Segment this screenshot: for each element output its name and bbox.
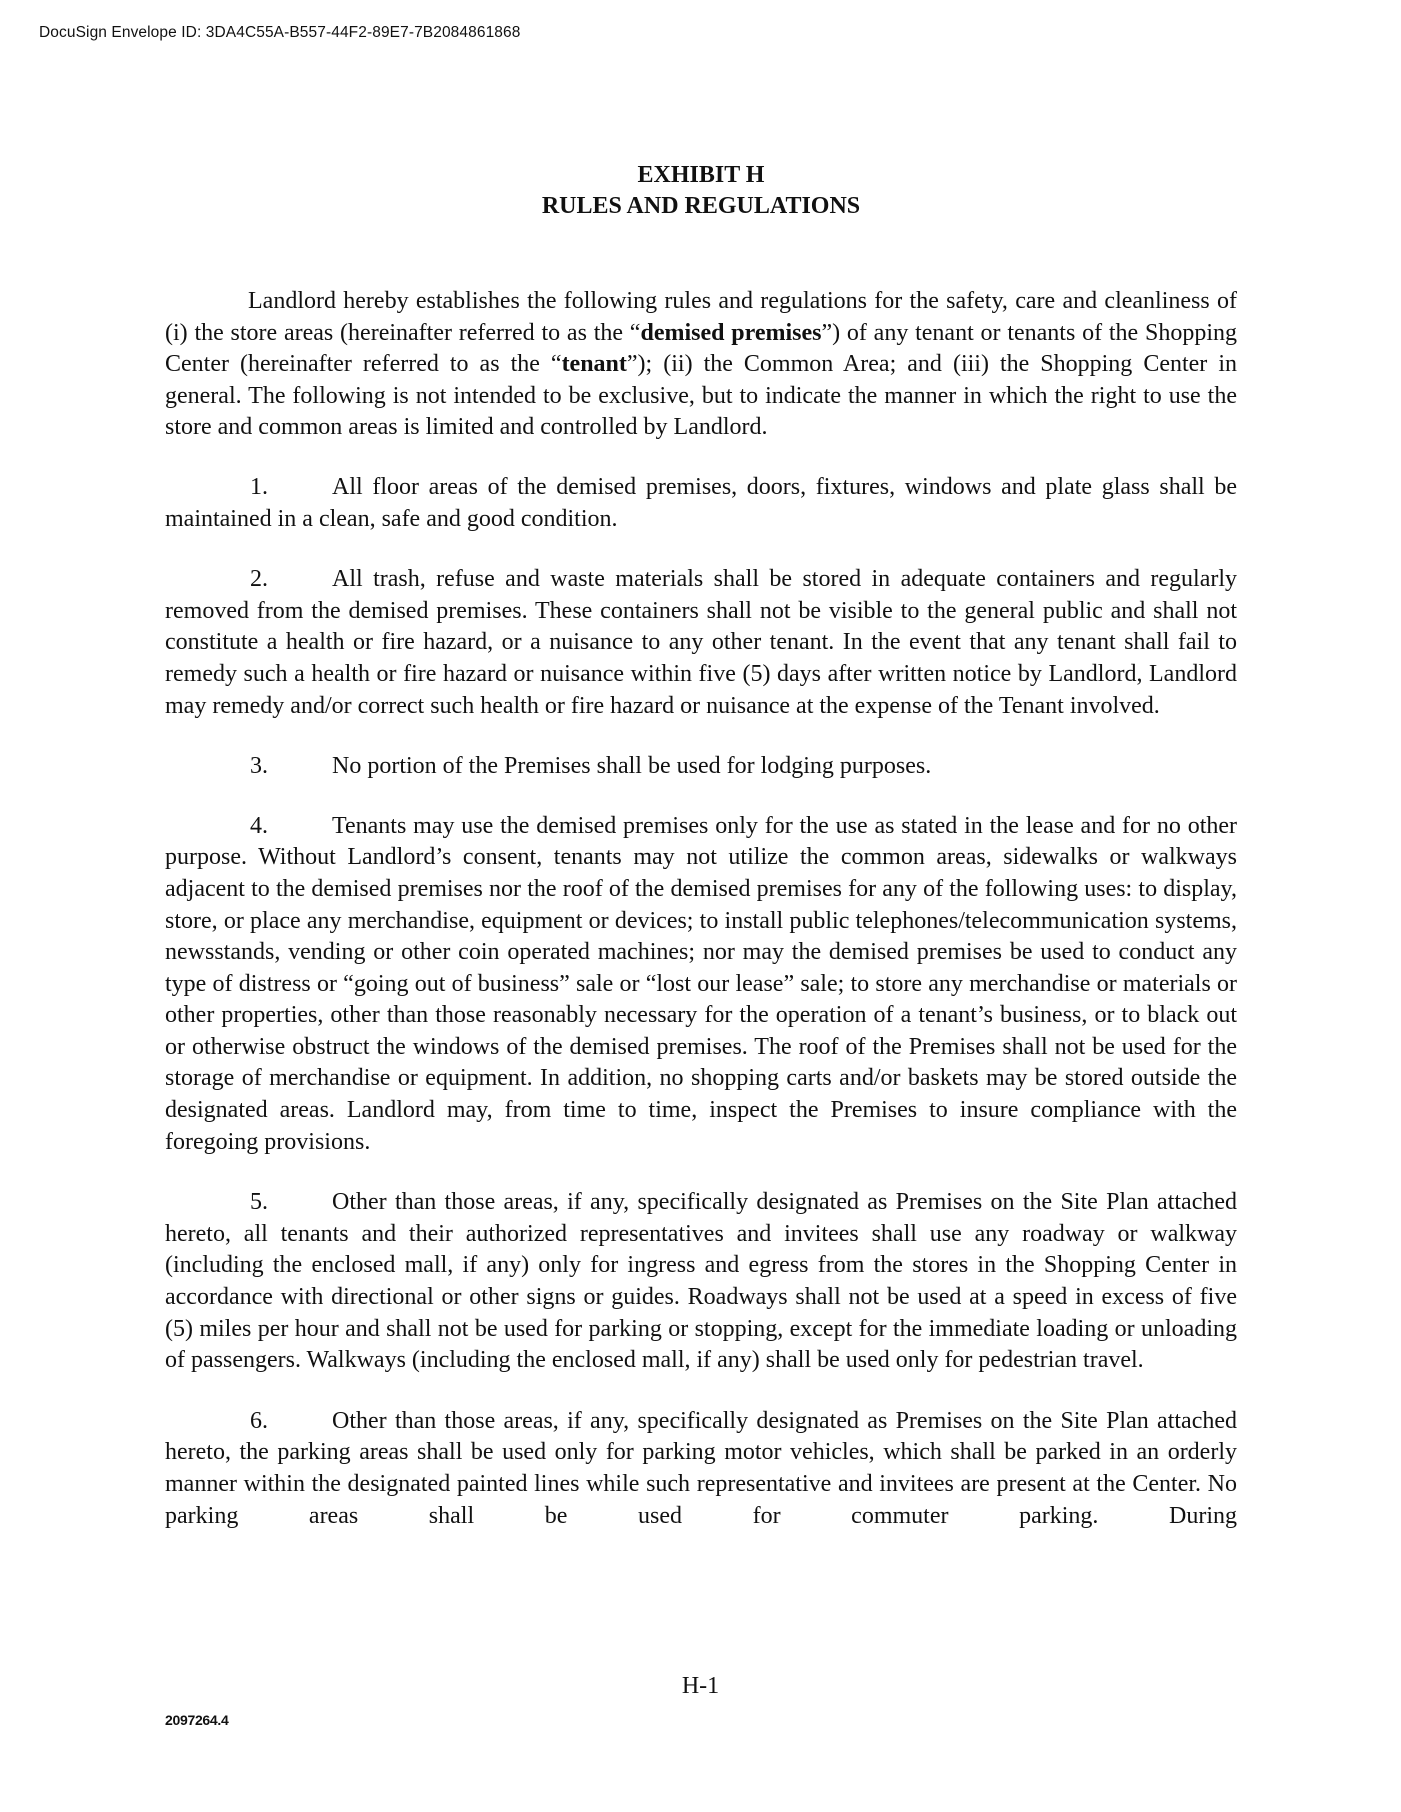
intro-text-3: ”); (ii) the Common Area; and (iii) the Shopping Center in general. The following is not intended to be exclusive, but to indicate the manner in which the right to use the store and common areas is limited and controlled by Landlord. (165, 351, 1237, 441)
rule-1 (165, 472, 1237, 535)
defined-term-demised-premises: demised premises (640, 319, 822, 346)
rule-text: Other than those areas, if any, specifically designated as Premises on the Site Plan attached hereto, all tenants and their authorized representatives and invitees shall use any roadway or walkway (including the enclosed mall, if any) only for ingress and egress from the stores in the Shopping Center in accordance with directional or other signs or guides. Roadways shall not be used at a speed in excess of five (5) miles per hour and shall not be used for parking or stopping, except for the immediate loading or unloading of passengers. Walkways (including the enclosed mall, if any) shall be used only for pedestrian travel. (165, 1189, 1237, 1374)
exhibit-subtitle: RULES AND REGULATIONS (541, 193, 861, 219)
rule-number: 6. (250, 1407, 268, 1434)
rule-number: 4. (250, 812, 268, 839)
rule-text: Other than those areas, if any, specifically designated as Premises on the Site Plan attached hereto, the parking areas shall be used only for parking motor vehicles, which shall be parked in an orderly manner within the designated painted lines while such representative and invitees are present at the Center. No parking areas shall be used for commuter parking. During (165, 1407, 1237, 1529)
intro-text-2: ”) of any tenant or tenants of the Shopping Center (hereinafter referred to as the “ (165, 319, 1237, 378)
rule-text: No portion of the Premises shall be used for lodging purposes. (332, 753, 932, 780)
rule-text: All floor areas of the demised premises, doors, fixtures, windows and plate glass shall be maintained in a clean, safe and good condition. (165, 473, 1237, 532)
page-number: H-1 (681, 1673, 720, 1699)
document-number: 2097264.4 (165, 1712, 229, 1728)
rule-4 (165, 811, 1237, 1159)
intro-paragraph (165, 286, 1237, 444)
rule-text: Tenants may use the demised premises only for the use as stated in the lease and for no other purpose. Without Landlord’s consent, tenants may not utilize the common areas, sidewalks or walkways adjacent to the demised premises nor the roof of the demised premises for any of the following uses: to display, store, or place any merchandise, equipment or devices; to install public telephones/telecommunication systems, newsstands, vending or other coin operated machines; nor may the demised premises be used to conduct any type of distress or “going out of business” sale or “lost our lease” sale; to store any merchandise or materials or other properties, other than those reasonably necessary for the operation of a tenant’s business, or to black out or otherwise obstruct the windows of the demised premises. The roof of the Premises shall not be used for the storage of merchandise or equipment. In addition, no shopping carts and/or baskets may be stored outside the designated areas. Landlord may, from time to time, inspect the Premises to insure compliance with the foregoing provisions. (165, 812, 1237, 1155)
rule-6 (165, 1406, 1237, 1532)
rule-3 (165, 751, 1237, 783)
defined-term-tenant: tenant (561, 351, 627, 378)
rule-text: All trash, refuse and waste materials shall be stored in adequate containers and regularly removed from the demised premises. These containers shall not be visible to the general public and shall not constitute a health or fire hazard, or a nuisance to any other tenant. In the event that any tenant shall fail to remedy such a health or fire hazard or nuisance within five (5) days after written notice by Landlord, Landlord may remedy and/or correct such health or fire hazard or nuisance at the expense of the Tenant involved. (165, 566, 1237, 719)
document-page (165, 160, 1237, 1532)
intro-text-1: Landlord hereby establishes the following rules and regulations for the safety, care and cleanliness of (i) the store areas (hereinafter referred to as the “ (165, 288, 1237, 346)
rule-number: 5. (250, 1189, 268, 1216)
rule-5 (165, 1187, 1237, 1377)
docusign-envelope-id: DocuSign Envelope ID: 3DA4C55A-B557-44F2-89E7-7B2084861868 (39, 24, 521, 41)
rule-number: 3. (250, 753, 268, 780)
exhibit-title: EXHIBIT H (637, 162, 765, 188)
rule-2 (165, 564, 1237, 722)
rule-number: 2. (250, 566, 268, 593)
rule-number: 1. (250, 473, 268, 500)
